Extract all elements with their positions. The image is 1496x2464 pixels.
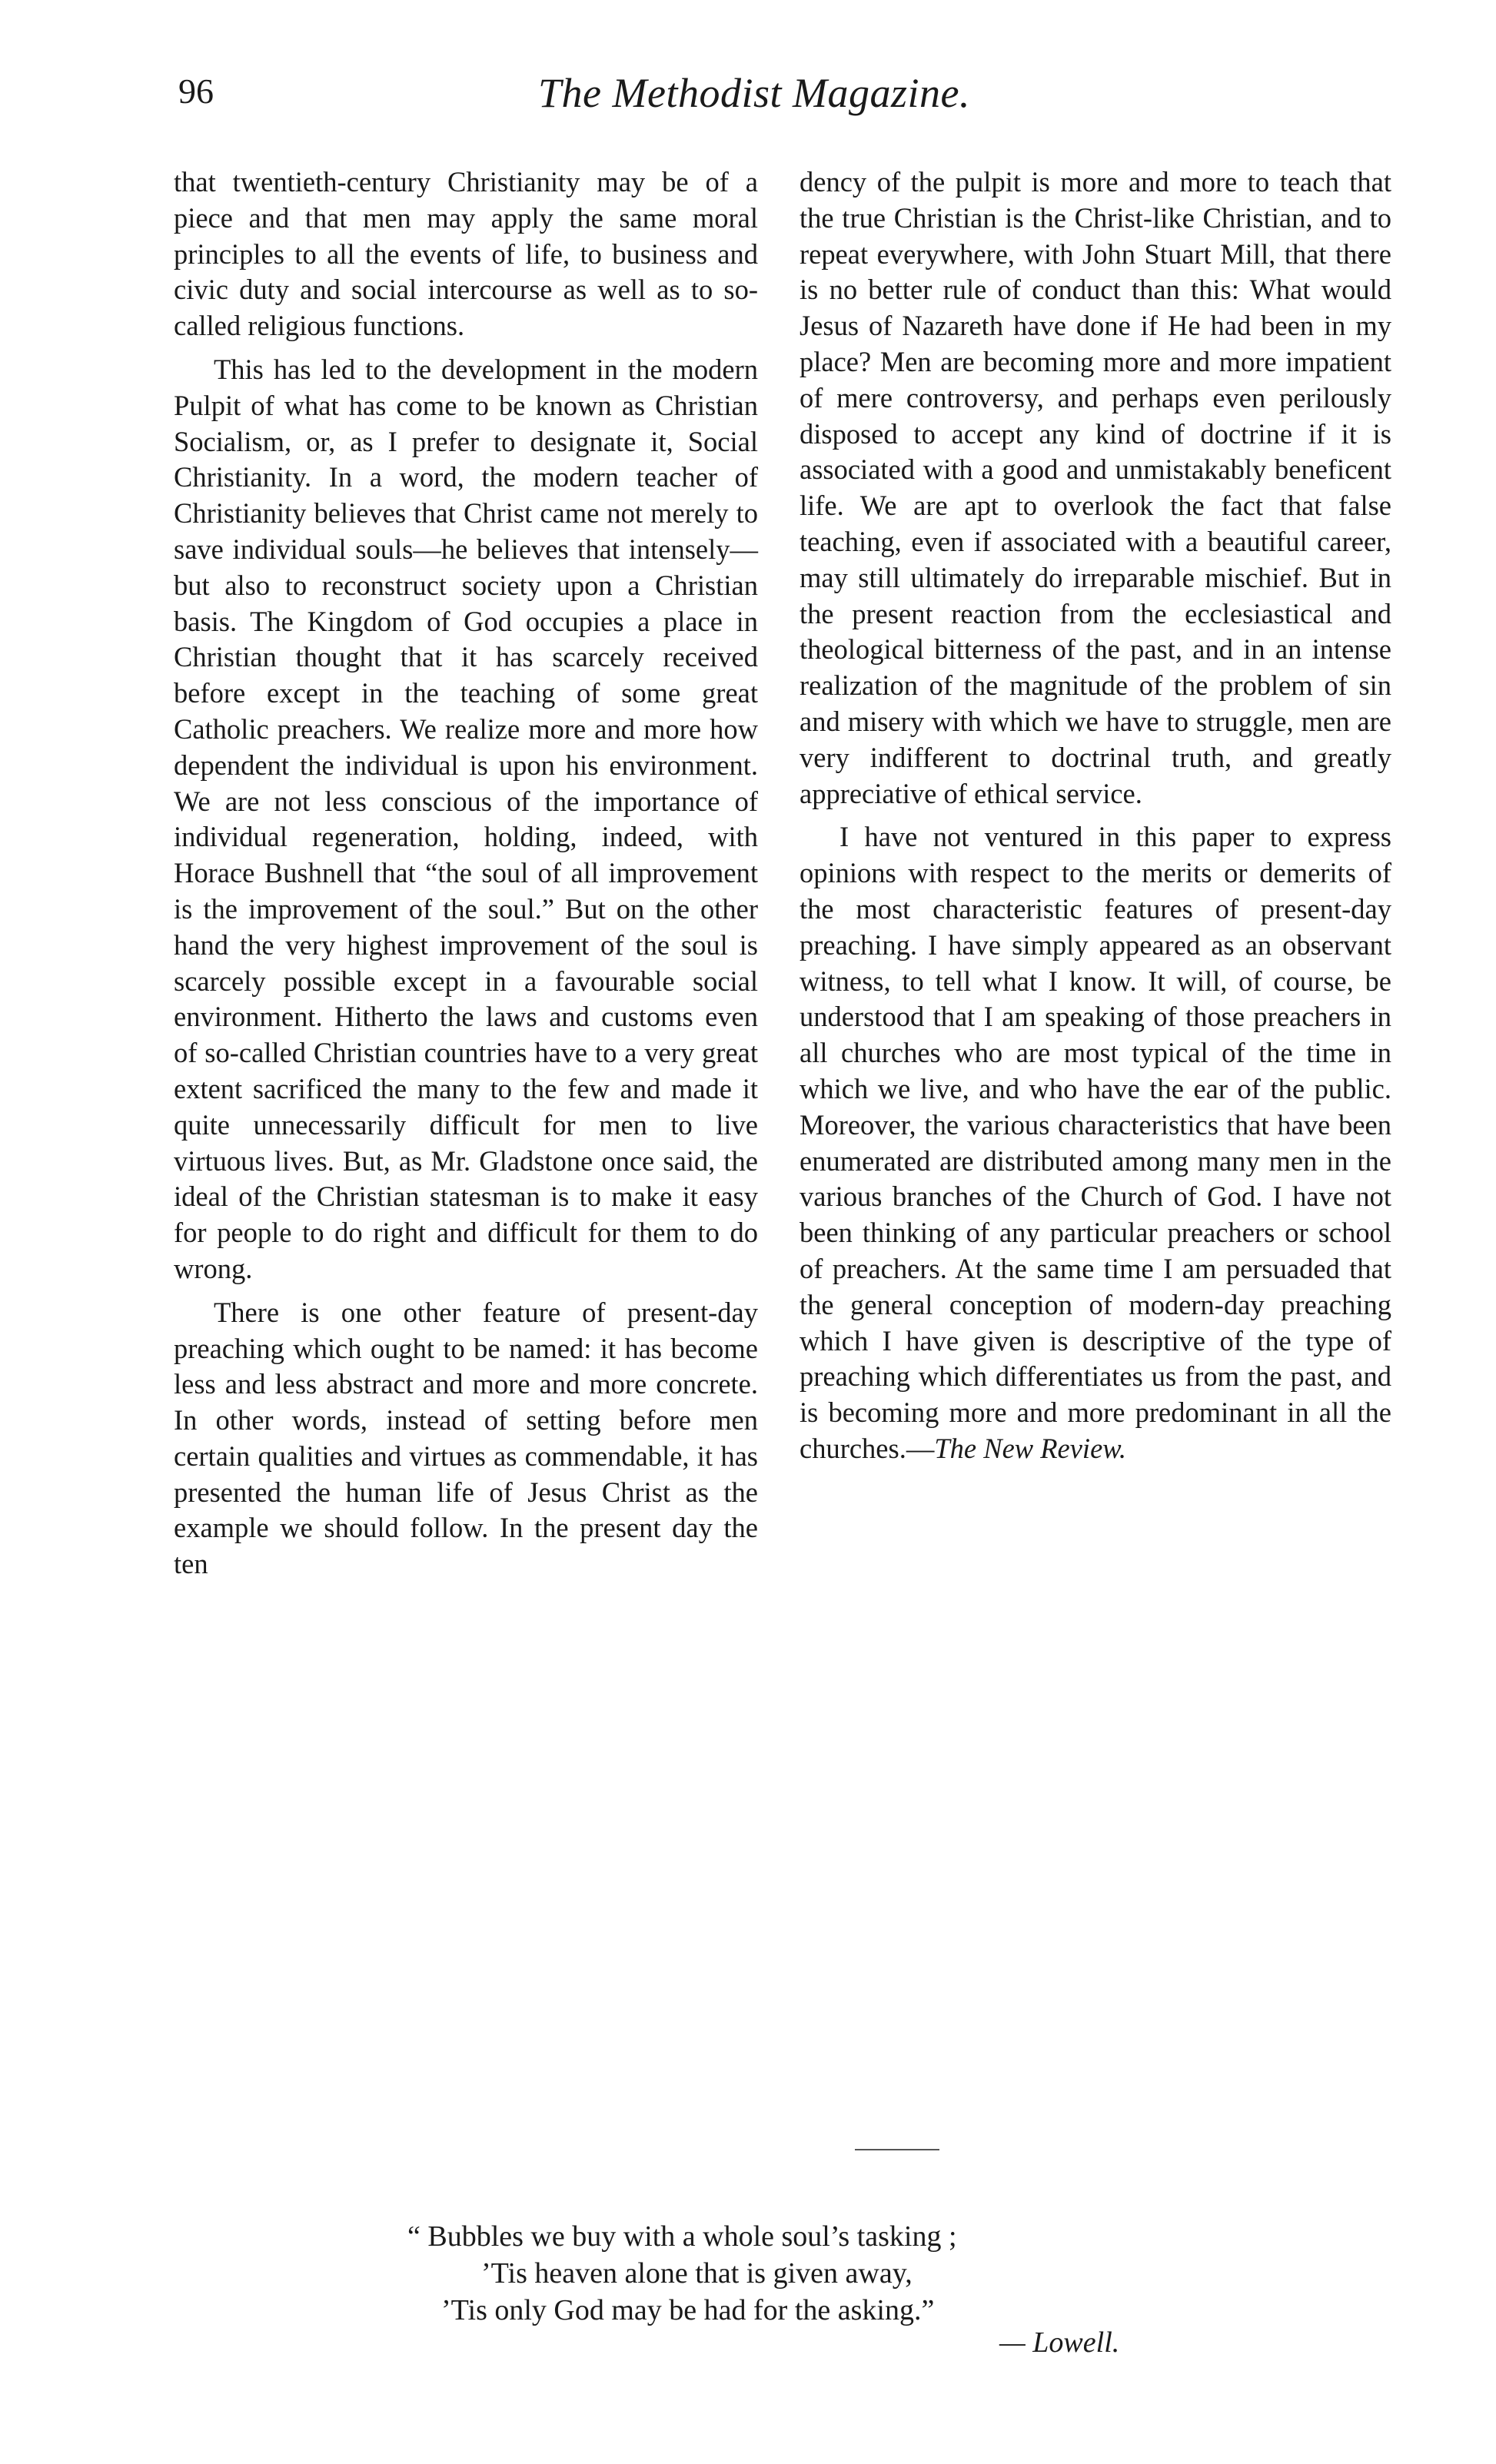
paragraph: that twentieth-century Christianity may be of a piece and that men may apply the same moral principles to all the events of life, to business and civic duty and social intercourse as well as to so-called religious functions.	[174, 166, 758, 342]
paragraph: There is one other feature of present-day preaching which ought to be named: it has become less and less abstract and more and more concrete. In other words, instead of setting before men certain qualities and virtues as commendable, it has presented the human life of Jesus Christ as the example we should follow. In the present day the ten	[174, 1296, 758, 1580]
right-column	[800, 164, 1391, 1467]
left-column	[174, 164, 758, 1582]
poem-attribution: — Lowell.	[999, 2326, 1120, 2359]
poem-line: “ Bubbles we buy with a whole soul’s tasking ;	[407, 2220, 957, 2253]
poem-line: ’Tis only God may be had for the asking.”	[441, 2294, 935, 2326]
poem	[407, 2218, 1176, 2329]
paragraph: dency of the pulpit is more and more to teach that the true Christian is the Christ-like Christian, and to repeat everywhere, with John Stuart Mill, that there is no better rule of conduct than this: What would Jesus of Nazareth have done if He had been in my place? Men are becoming more and more impatient of mere controversy, and perhaps even perilously disposed to accept any kind of doctrine if it is associated with a good and unmistakably beneficent life. We are apt to overlook the fact that false teaching, even if associated with a beautiful career, may still ultimately do irreparable mischief. But in the present reaction from the ecclesiastical and theological bitterness of the past, and in an intense realization of the magnitude of the problem of sin and misery with which we have to struggle, men are very indifferent to doctrinal truth, and greatly appreciative of ethical service.	[800, 166, 1391, 809]
page-number: 96	[178, 71, 214, 111]
paragraph-text: I have not ventured in this paper to express opinions with respect to the merits or demerits of the most characteristic features of present-day preaching. I have simply appeared as an observant witness, to tell what I know. It will, of course, be understood that I am speaking of those preachers in all churches who are most typical of the time in which we live, and who have the ear of the public. Moreover, the various characteristics that have been enumerated are distributed among many men in the various branches of the Church of God. I have not been thinking of any particular preachers or school of preachers. At the same time I am persuaded that the general conception of modern-day preaching which I have given is descriptive of the type of preaching which differentiates us from the past, and is becoming more and more predominant in all the churches.—	[800, 821, 1391, 1464]
poem-line: ’Tis heaven alone that is given away,	[481, 2257, 913, 2290]
source-citation: The New Review.	[934, 1432, 1127, 1464]
paragraph	[800, 819, 1391, 1466]
paragraph: This has led to the development in the modern Pulpit of what has come to be known as Christian Socialism, or, as I prefer to designate it, Social Christianity. In a word, the modern teacher of Christianity believes that Christ came not merely to save individual souls—he believes that intensely—but also to reconstruct society upon a Christian basis. The Kingdom of God occupies a place in Christian thought that it has scarcely received before except in the teaching of some great Catholic preachers. We realize more and more how dependent the individual is upon his environment. We are not less conscious of the importance of individual regeneration, holding, indeed, with Horace Bushnell that “the soul of all improvement is the improvement of the soul.” But on the other hand the very highest improvement of the soul is scarcely possible except in a favourable social environment. Hitherto the laws and customs even of so-called Christian countries have to a very great extent sacrificed the many to the few and made it quite unnecessarily difficult for men to live virtuous lives. But, as Mr. Gladstone once said, the ideal of the Christian statesman is to make it easy for people to do right and difficult for them to do wrong.	[174, 353, 758, 1284]
running-title: The Methodist Magazine.	[538, 70, 970, 116]
section-divider	[855, 2149, 939, 2150]
